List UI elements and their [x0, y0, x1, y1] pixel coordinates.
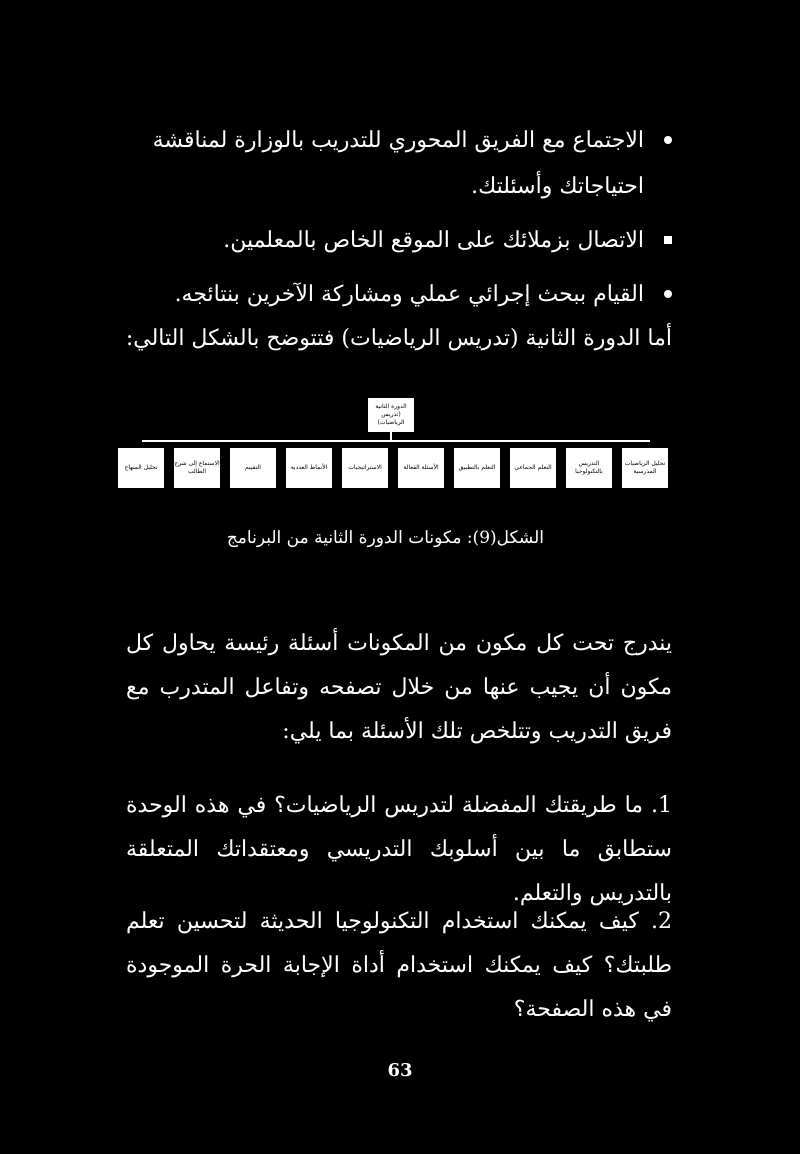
bullet-dot-icon [664, 136, 672, 144]
diagram-connector [390, 432, 392, 440]
diagram-box: تحليل الرياضيات المدرسية [622, 448, 668, 488]
diagram-connector [142, 440, 650, 442]
bullet-text: القيام ببحث إجرائي عملي ومشاركة الآخرين بنتائجه. [174, 282, 644, 307]
diagram-box: الأنماط العددية [286, 448, 332, 488]
diagram-box: الاستماع إلى شرح الطالب [174, 448, 220, 488]
bullet-item [112, 118, 672, 210]
diagram-box: تحليل المنهاج [118, 448, 164, 488]
intro-text: أما الدورة الثانية (تدريس الرياضيات) فتتوضح بالشكل التالي: [125, 326, 672, 351]
question-text: كيف يمكنك استخدام التكنولوجيا الحديثة لتحسين تعلم طلبتك؟ كيف يمكنك استخدام أداة الإجابة الحرة الموجودة في هذه الصفحة؟ [126, 909, 672, 1022]
diagram-box: التدريس بالتكنولوجيا [566, 448, 612, 488]
bullet-item [112, 272, 672, 318]
question-item [126, 900, 672, 1032]
question-number: 1. [651, 793, 672, 818]
bullet-square-icon [664, 236, 672, 244]
diagram-box: التعلم بالتطبيق [454, 448, 500, 488]
page-number: 63 [387, 1060, 413, 1081]
diagram-box: التقييم [230, 448, 276, 488]
diagram-root-box: الدورة الثانية (تدريس الرياضيات) [368, 398, 414, 432]
components-diagram [118, 392, 674, 492]
question-item [126, 784, 672, 916]
diagram-box: الاستراتيجيات [342, 448, 388, 488]
body-paragraph: يندرج تحت كل مكون من المكونات أسئلة رئيسة يحاول كل مكون أن يجيب عنها من خلال تصفحه وتفاعل المتدرب مع فريق التدريب وتتلخص تلك الأسئلة بما يلي: [126, 631, 672, 744]
bullet-dot-icon [664, 290, 672, 298]
bullet-list [112, 118, 672, 318]
figure-caption: الشكل(9): مكونات الدورة الثانية من البرنامج [226, 528, 544, 548]
bullet-item [112, 218, 672, 264]
diagram-box: التعلم الجماعي [510, 448, 556, 488]
question-number: 2. [651, 909, 672, 934]
diagram-box: الأسئلة الفعالة [398, 448, 444, 488]
bullet-text: الاتصال بزملائك على الموقع الخاص بالمعلمين. [223, 228, 644, 253]
bullet-text: الاجتماع مع الفريق المحوري للتدريب بالوزارة لمناقشة احتياجاتك وأسئلتك. [152, 128, 644, 199]
question-text: ما طريقتك المفضلة لتدريس الرياضيات؟ في هذه الوحدة ستطابق ما بين أسلوبك التدريسي ومعتقداتك المتعلقة بالتدريس والتعلم. [126, 793, 672, 906]
